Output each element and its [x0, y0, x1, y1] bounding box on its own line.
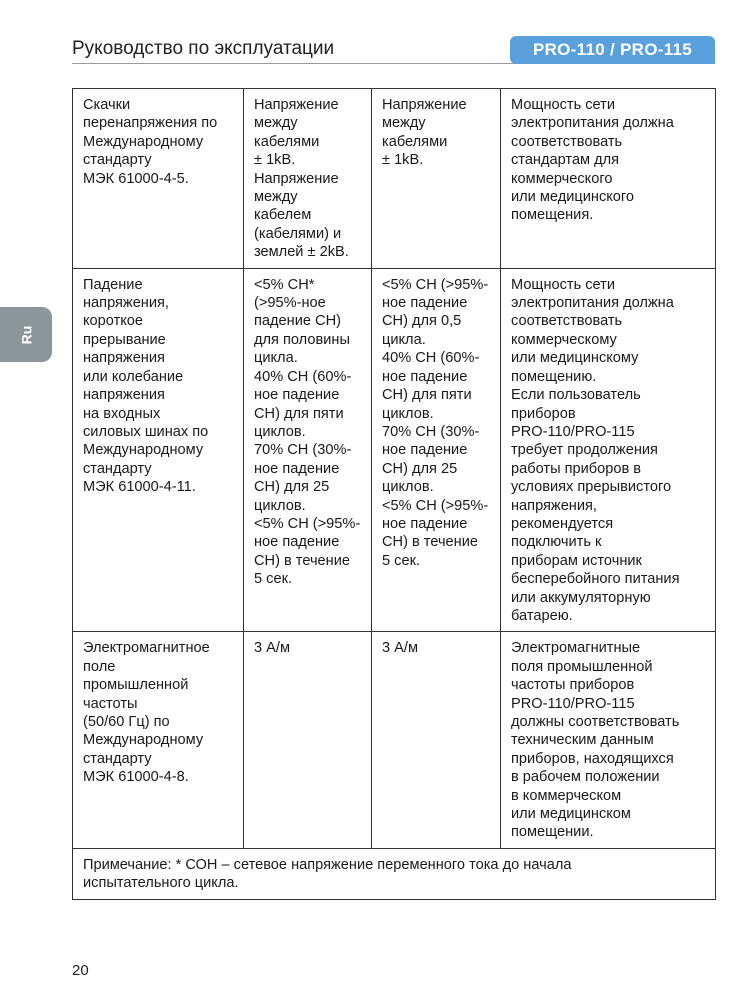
cell-text: Мощность сети электропитания должна соответствовать стандартам для коммерческого или медицинского помещения.	[511, 97, 674, 224]
table-cell	[501, 89, 716, 269]
table-row	[73, 632, 716, 848]
table-note: Примечание: * СОН – сетевое напряжение переменного тока до начала испытательного цикла.	[83, 856, 572, 892]
language-tab[interactable]	[0, 307, 52, 362]
cell-text: <5% СН* (>95%-ное падение СН) для половины цикла. 40% СН (60%- ное падение СН) для пяти циклов. 70% СН (30%- ное падение СН) для 25 циклов. <5% СН (>95%- ное падение СН) в течение 5 сек.	[254, 276, 361, 588]
table-cell	[73, 89, 244, 269]
cell-text: <5% СН (>95%- ное падение СН) для 0,5 цикла. 40% СН (60%- ное падение СН) для пяти циклов. 70% СН (30%- ное падение СН) для 25 циклов. <5% СН (>95%- ное падение СН) в течение 5 сек.	[382, 276, 489, 569]
page-number: 20	[72, 962, 89, 979]
page-header-title: Руководство по эксплуатации	[72, 38, 335, 59]
table-cell	[244, 268, 372, 632]
table-cell	[372, 268, 501, 632]
table-cell	[372, 89, 501, 269]
cell-text: Мощность сети электропитания должна соответствовать коммерческому или медицинскому помещению. Если пользователь приборов PRO-110/PRO-115 требует продолжения работы приборов в условиях прерывистого напряжения, рекомендуется подключить к приборам источник бесперебойного питания или аккумуляторную батарею.	[511, 276, 680, 624]
table-note-row	[73, 848, 716, 899]
language-tab-label: Ru	[17, 325, 34, 344]
cell-text: 3 А/м	[382, 640, 418, 657]
table-cell	[244, 89, 372, 269]
cell-text: Напряжение между кабелями ± 1kВ.	[382, 97, 467, 169]
cell-text: Электромагнитное поле промышленной частоты (50/60 Гц) по Международному стандарту МЭК 61000-4-8.	[83, 640, 210, 786]
cell-text: Скачки перенапряжения по Международному стандарту МЭК 61000-4-5.	[83, 97, 218, 187]
cell-text: 3 А/м	[254, 640, 290, 657]
table-cell	[73, 268, 244, 632]
table-cell	[501, 268, 716, 632]
table-cell	[372, 632, 501, 848]
emc-spec-table	[72, 88, 716, 900]
product-badge: PRO-110 / PRO-115	[510, 36, 715, 64]
table-cell	[244, 632, 372, 848]
cell-text: Напряжение между кабелями ± 1kВ. Напряжение между кабелем (кабелями) и землей ± 2kВ.	[254, 97, 349, 261]
table-row	[73, 268, 716, 632]
table-cell	[73, 632, 244, 848]
cell-text: Падение напряжения, короткое прерывание напряжения или колебание напряжения на входных силовых шинах по Международному стандарту МЭК 61000-4-11.	[83, 276, 209, 496]
table-row	[73, 89, 716, 269]
table-note-cell	[73, 848, 716, 899]
cell-text: Электромагнитные поля промышленной частоты приборов PRO-110/PRO-115 должны соответствовать техническим данным приборов, находящихся в рабочем положении в коммерческом или медицинском помещении.	[511, 640, 680, 841]
table-cell	[501, 632, 716, 848]
